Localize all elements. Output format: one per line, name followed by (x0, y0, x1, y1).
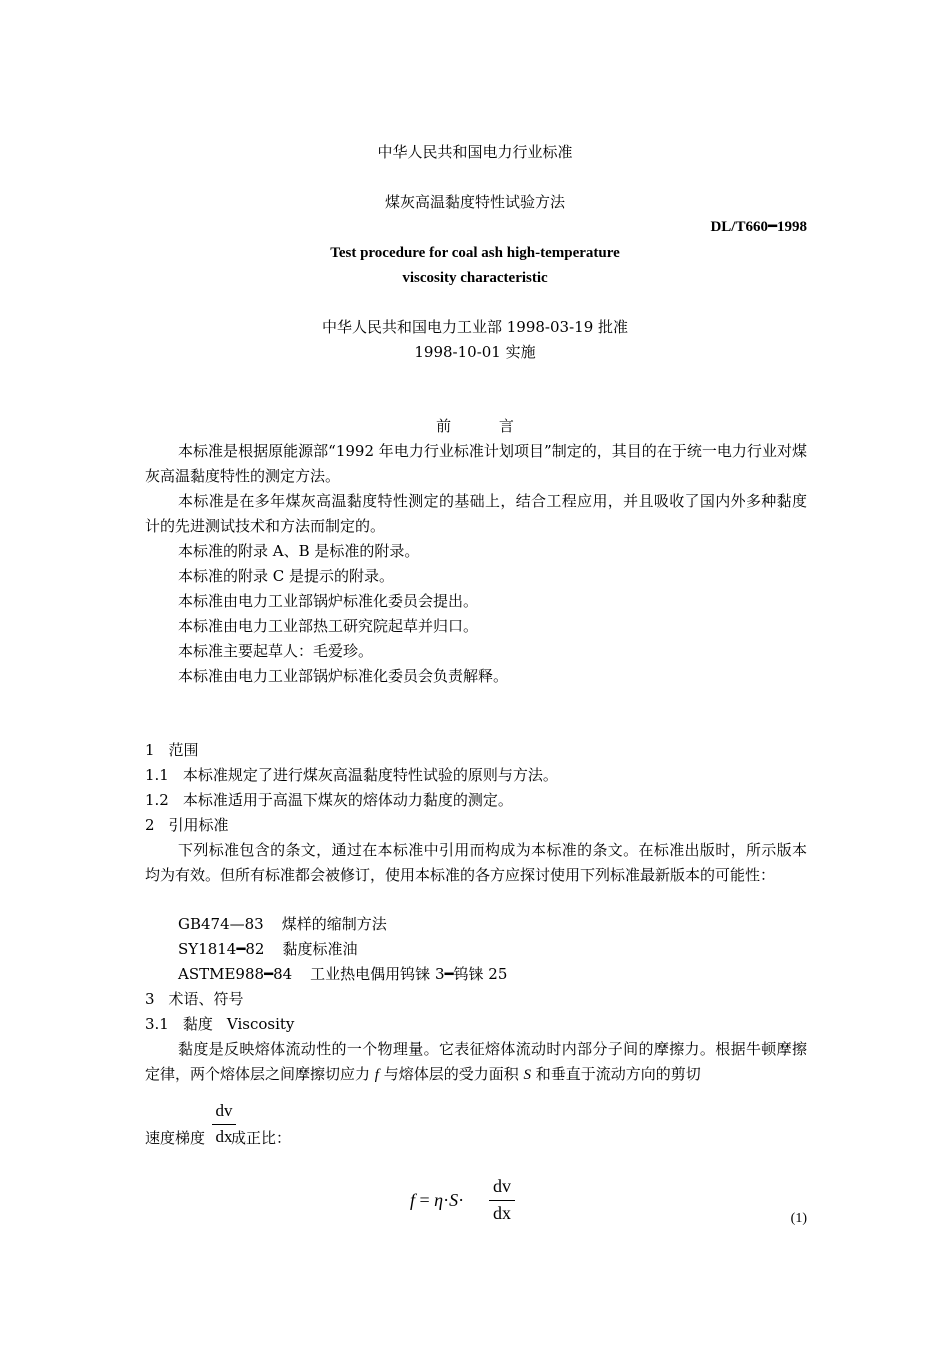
reference-title: 工业热电偶用钨铼 3━钨铼 25 (310, 965, 508, 983)
foreword-paragraph-1: 本标准是根据原能源部“1992 年电力行业标准计划项目”制定的，其目的在于统一电力行业对煤灰高温黏度特性的测定方法。 (145, 442, 807, 485)
foreword-line-appendix-ab: 本标准的附录 A、B 是标准的附录。 (178, 542, 420, 560)
paragraph-text: 和垂直于流动方向的剪切 (531, 1065, 701, 1083)
foreword-line-drafted: 本标准由电力工业部热工研究院起草并归口。 (178, 617, 479, 635)
inline-fraction-dv-dx (212, 1101, 236, 1151)
reference-code: ASTME988━84 (178, 965, 293, 983)
text-prefix: 速度梯度 (145, 1129, 206, 1147)
clause-text: 本标准适用于高温下煤灰的熔体动力黏度的测定。 (182, 791, 513, 809)
section-2-heading (145, 815, 229, 835)
equation-1-lhs (410, 1190, 464, 1210)
section-title: 范围 (168, 741, 199, 759)
reference-item (178, 914, 387, 934)
section-3-heading (145, 989, 244, 1009)
standard-category: 中华人民共和国电力行业标准 (377, 143, 573, 161)
clause-3-1 (145, 1014, 294, 1034)
eq-symbol-f: f (410, 1190, 416, 1210)
eq-dot: · (458, 1190, 465, 1210)
foreword-line-drafter: 本标准主要起草人：毛爱珍。 (178, 642, 374, 660)
fraction-bar (212, 1124, 236, 1125)
reference-code: GB474—83 (178, 915, 264, 933)
section-2-paragraph: 下列标准包含的条文，通过在本标准中引用而构成为本标准的条文。在标准出版时，所示版本均为有效。但所有标准都会被修订，使用本标准的各方应探讨使用下列标准最新版本的可能性： (145, 841, 807, 884)
clause-1-1 (145, 765, 558, 785)
paragraph-text: 与熔体层的受力面积 (378, 1065, 524, 1083)
clause-text: 本标准规定了进行煤灰高温黏度特性试验的原则与方法。 (182, 766, 558, 784)
symbol-S: S (523, 1067, 531, 1083)
foreword-heading: 前 言 (436, 417, 514, 435)
clause-1-2 (145, 790, 513, 810)
document-title-en-2: viscosity characteristic (402, 270, 548, 286)
reference-item (178, 939, 358, 959)
reference-title: 黏度标准油 (282, 940, 358, 958)
document-title-en-1: Test procedure for coal ash high-temperature (330, 245, 620, 261)
section-number: 2 (145, 816, 155, 834)
fraction-denominator: dx (215, 1127, 233, 1146)
reference-code: SY1814━82 (178, 940, 265, 958)
text-suffix: 成正比： (231, 1129, 292, 1147)
clause-title: 黏度 (182, 1015, 213, 1033)
clause-number: 1.2 (145, 791, 169, 809)
symbol-f: f (374, 1067, 379, 1083)
section-number: 3 (145, 990, 155, 1008)
fraction-numerator: dv (215, 1101, 233, 1120)
fraction-denominator: dx (493, 1203, 511, 1223)
implementation-date: 1998-10-01 实施 (414, 343, 536, 361)
eq-equals: = (419, 1190, 430, 1210)
reference-title: 煤样的缩制方法 (281, 915, 387, 933)
section-1-heading (145, 740, 199, 760)
section-title: 引用标准 (168, 816, 229, 834)
document-title-cn: 煤灰高温黏度特性试验方法 (384, 193, 565, 211)
eq-symbol-S: S (449, 1190, 459, 1210)
foreword-paragraph-2: 本标准是在多年煤灰高温黏度特性测定的基础上，结合工程应用，并且吸收了国内外多种黏度计的先进测试技术和方法而制定的。 (145, 492, 807, 535)
clause-number: 1.1 (145, 766, 169, 784)
equation-number: (1) (790, 1211, 807, 1226)
eq-symbol-eta: η (434, 1190, 444, 1210)
section-number: 1 (145, 741, 155, 759)
foreword-line-proposed: 本标准由电力工业部锅炉标准化委员会提出。 (178, 592, 479, 610)
fraction-bar (489, 1200, 515, 1201)
section-title: 术语、符号 (168, 990, 244, 1008)
clause-title-en: Viscosity (226, 1015, 295, 1033)
viscosity-definition-paragraph (145, 1037, 807, 1088)
paragraph-text: 黏度是反映熔体流动性的一个物理量。它表征熔体流动时内部分子间的摩擦力。根据牛顿摩擦定律，两个熔体层之间摩擦切应力 (145, 1040, 807, 1083)
foreword-line-interpretation: 本标准由电力工业部锅炉标准化委员会负责解释。 (178, 667, 509, 685)
eq-dot: · (443, 1190, 450, 1210)
foreword-line-appendix-c: 本标准的附录 C 是提示的附录。 (178, 567, 395, 585)
reference-item (178, 964, 507, 984)
approval-line: 中华人民共和国电力工业部 1998-03-19 批准 (321, 318, 629, 336)
clause-number: 3.1 (145, 1015, 169, 1033)
standard-code: DL/T660━1998 (710, 219, 807, 235)
fraction-numerator: dv (493, 1176, 511, 1196)
